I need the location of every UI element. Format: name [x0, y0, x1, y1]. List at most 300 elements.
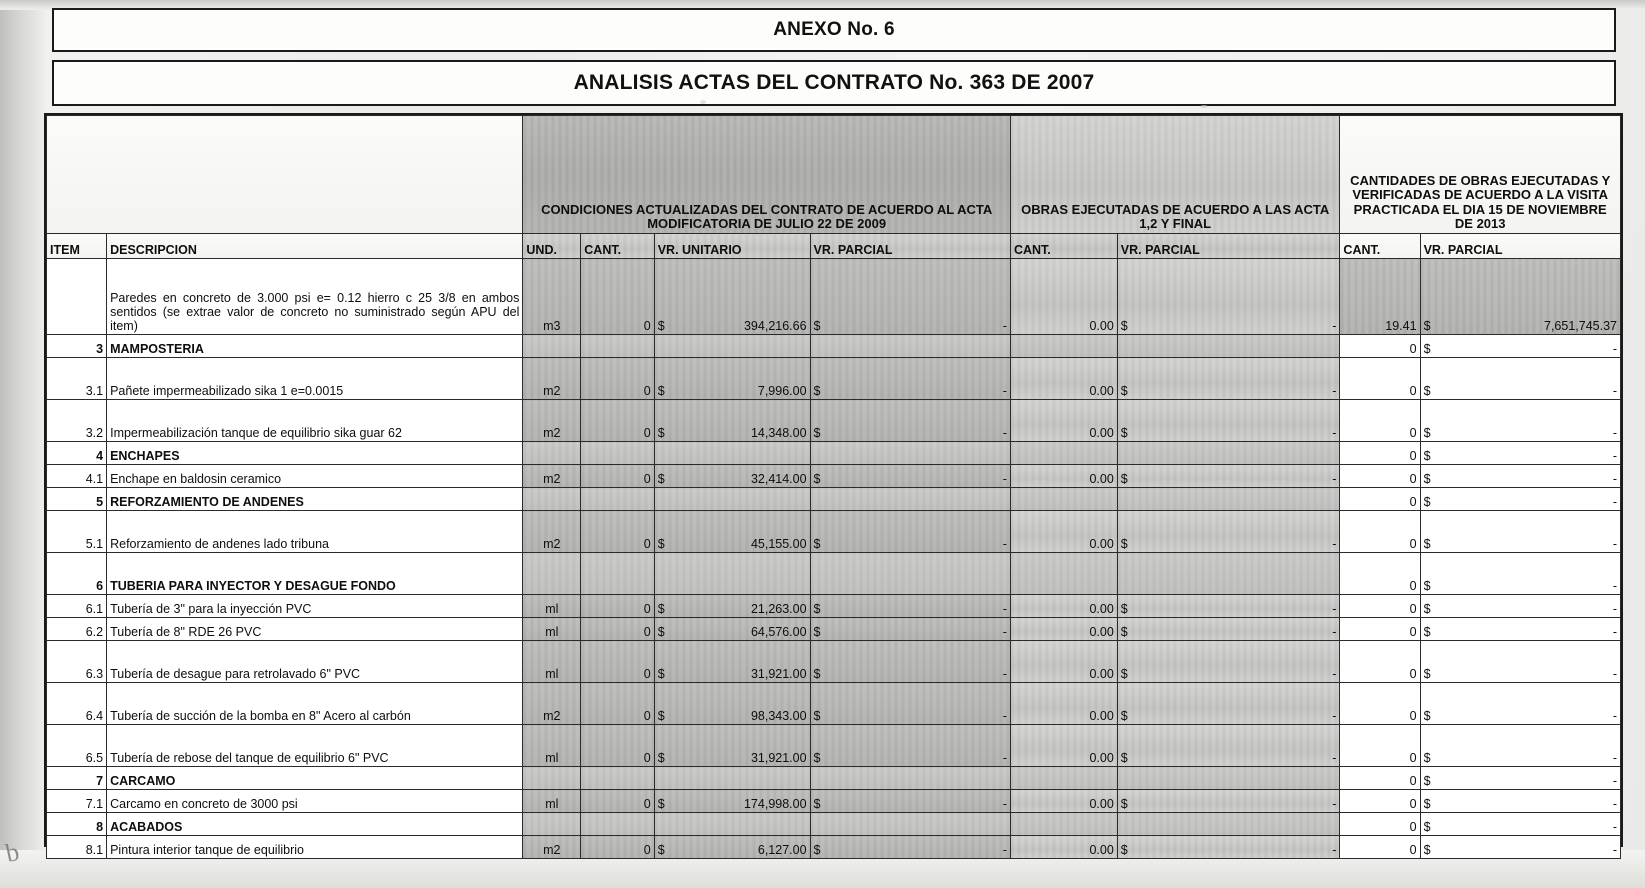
cell-descripcion: REFORZAMIENTO DE ANDENES — [107, 488, 523, 511]
cell-und: m3 — [523, 259, 581, 335]
currency-symbol: $ — [813, 426, 821, 440]
cell-descripcion: Tubería de 8" RDE 26 PVC — [107, 618, 523, 641]
cell-vr-parcial-verificada-value: - — [1612, 384, 1617, 398]
cell-vr-parcial-verificada — [1420, 790, 1620, 813]
annex-title-text: ANEXO No. 6 — [773, 19, 895, 40]
currency-symbol: $ — [657, 602, 665, 616]
cell-cant-contrato: 0 — [581, 358, 654, 400]
cell-und — [523, 488, 581, 511]
cell-vr-unitario — [654, 790, 810, 813]
currency-symbol: $ — [1423, 319, 1431, 333]
cell-vr-unitario-value: 32,414.00 — [750, 472, 807, 486]
cell-vr-unitario — [654, 442, 810, 465]
table-row — [47, 553, 1621, 595]
cell-und — [523, 767, 581, 790]
cell-descripcion: Paredes en concreto de 3.000 psi e= 0.12 hierro c 25 3/8 en ambos sentidos (se extrae valor de concreto no suministrado según APU del item) — [107, 259, 523, 335]
cell-vr-parcial-verificada-value: - — [1612, 449, 1617, 463]
cell-cant-verificada: 0 — [1340, 553, 1420, 595]
cell-vr-parcial-contrato — [810, 400, 1010, 442]
cell-und: m2 — [523, 511, 581, 553]
currency-symbol: $ — [1120, 625, 1128, 639]
cell-vr-parcial-ejecutada — [1117, 553, 1340, 595]
currency-symbol: $ — [813, 797, 821, 811]
cell-cant-ejecutada — [1010, 813, 1117, 836]
currency-symbol: $ — [1423, 472, 1431, 486]
cell-vr-parcial-verificada — [1420, 683, 1620, 725]
table-row — [47, 358, 1621, 400]
cell-vr-unitario — [654, 511, 810, 553]
currency-symbol: $ — [657, 537, 665, 551]
cell-vr-parcial-contrato-value: - — [1002, 625, 1007, 639]
cell-vr-unitario — [654, 488, 810, 511]
cell-cant-verificada: 0 — [1340, 511, 1420, 553]
cell-descripcion: Enchape en baldosin ceramico — [107, 465, 523, 488]
cell-cant-ejecutada — [1010, 488, 1117, 511]
cell-vr-parcial-ejecutada — [1117, 790, 1340, 813]
cell-cant-verificada: 0 — [1340, 767, 1420, 790]
cell-und — [523, 335, 581, 358]
cell-cant-contrato: 0 — [581, 511, 654, 553]
currency-symbol: $ — [657, 625, 665, 639]
cell-vr-parcial-contrato — [810, 813, 1010, 836]
cell-cant-ejecutada: 0.00 — [1010, 618, 1117, 641]
cell-vr-parcial-verificada-value: - — [1612, 472, 1617, 486]
cell-vr-parcial-contrato — [810, 641, 1010, 683]
currency-symbol: $ — [1423, 602, 1431, 616]
cell-vr-parcial-ejecutada-value: - — [1332, 319, 1337, 333]
table-row — [47, 813, 1621, 836]
cell-vr-parcial-ejecutada-value: - — [1332, 709, 1337, 723]
cell-vr-parcial-verificada-value: - — [1612, 797, 1617, 811]
column-header-item: ITEM — [47, 234, 107, 259]
cell-und: ml — [523, 595, 581, 618]
column-header-und: UND. — [523, 234, 581, 259]
currency-symbol: $ — [1423, 495, 1431, 509]
annex-title-banner — [52, 8, 1616, 52]
cell-vr-parcial-ejecutada — [1117, 335, 1340, 358]
cell-vr-parcial-verificada-value: - — [1612, 751, 1617, 765]
currency-symbol: $ — [1423, 384, 1431, 398]
cell-vr-parcial-contrato — [810, 595, 1010, 618]
cell-cant-ejecutada: 0.00 — [1010, 358, 1117, 400]
table-row — [47, 400, 1621, 442]
cell-vr-parcial-verificada — [1420, 641, 1620, 683]
cell-vr-parcial-contrato — [810, 511, 1010, 553]
cell-cant-verificada: 0 — [1340, 836, 1420, 859]
cell-vr-parcial-ejecutada-value: - — [1332, 602, 1337, 616]
cell-cant-contrato: 0 — [581, 465, 654, 488]
currency-symbol: $ — [657, 751, 665, 765]
cell-cant-ejecutada — [1010, 442, 1117, 465]
cell-vr-parcial-verificada-value: - — [1612, 820, 1617, 834]
cell-descripcion: Reforzamiento de andenes lado tribuna — [107, 511, 523, 553]
cell-vr-parcial-ejecutada-value: - — [1332, 384, 1337, 398]
currency-symbol: $ — [657, 472, 665, 486]
cell-item: 3.2 — [47, 400, 107, 442]
group-header-row — [47, 116, 1621, 234]
currency-symbol: $ — [813, 843, 821, 857]
currency-symbol: $ — [813, 751, 821, 765]
cell-cant-contrato: 0 — [581, 400, 654, 442]
column-header-cant-2: CANT. — [1010, 234, 1117, 259]
cell-vr-parcial-ejecutada — [1117, 836, 1340, 859]
cell-vr-parcial-verificada-value: - — [1612, 667, 1617, 681]
cell-vr-parcial-verificada-value: - — [1612, 579, 1617, 593]
cell-vr-parcial-contrato-value: - — [1002, 426, 1007, 440]
cell-vr-parcial-verificada-value: - — [1612, 774, 1617, 788]
currency-symbol: $ — [1423, 579, 1431, 593]
cell-cant-ejecutada: 0.00 — [1010, 725, 1117, 767]
table-row — [47, 595, 1621, 618]
cell-descripcion: Pañete impermeabilizado sika 1 e=0.0015 — [107, 358, 523, 400]
cell-vr-unitario — [654, 465, 810, 488]
cell-vr-parcial-contrato-value: - — [1002, 751, 1007, 765]
cell-item: 5 — [47, 488, 107, 511]
cell-und: m2 — [523, 465, 581, 488]
currency-symbol: $ — [1423, 709, 1431, 723]
cell-cant-ejecutada: 0.00 — [1010, 400, 1117, 442]
cell-vr-parcial-verificada — [1420, 358, 1620, 400]
currency-symbol: $ — [813, 472, 821, 486]
currency-symbol: $ — [1423, 774, 1431, 788]
cell-vr-parcial-contrato — [810, 725, 1010, 767]
currency-symbol: $ — [1423, 537, 1431, 551]
cell-descripcion: MAMPOSTERIA — [107, 335, 523, 358]
cell-vr-parcial-contrato-value: - — [1002, 319, 1007, 333]
cell-vr-unitario-value: 174,998.00 — [743, 797, 807, 811]
cell-item: 6.4 — [47, 683, 107, 725]
cell-vr-parcial-verificada-value: - — [1612, 602, 1617, 616]
table-row — [47, 641, 1621, 683]
currency-symbol: $ — [1423, 751, 1431, 765]
cell-cant-contrato — [581, 813, 654, 836]
cell-cant-contrato — [581, 442, 654, 465]
group-header-obras-verificadas: CANTIDADES DE OBRAS EJECUTADAS Y VERIFICADAS DE ACUERDO A LA VISITA PRACTICADA EL DIA 15 DE NOVIEMBRE DE 2013 — [1340, 116, 1621, 234]
currency-symbol: $ — [1120, 384, 1128, 398]
cell-vr-parcial-verificada-value: - — [1612, 709, 1617, 723]
cell-cant-verificada: 0 — [1340, 442, 1420, 465]
cell-vr-unitario — [654, 767, 810, 790]
currency-symbol: $ — [657, 426, 665, 440]
cell-cant-ejecutada: 0.00 — [1010, 465, 1117, 488]
cell-item: 4 — [47, 442, 107, 465]
cell-vr-unitario — [654, 259, 810, 335]
cell-item: 7.1 — [47, 790, 107, 813]
cell-und: ml — [523, 725, 581, 767]
cell-descripcion: TUBERIA PARA INYECTOR Y DESAGUE FONDO — [107, 553, 523, 595]
cell-vr-parcial-verificada-value: - — [1612, 426, 1617, 440]
cell-vr-parcial-contrato-value: - — [1002, 667, 1007, 681]
currency-symbol: $ — [813, 384, 821, 398]
cell-vr-parcial-contrato — [810, 335, 1010, 358]
cell-vr-parcial-ejecutada — [1117, 767, 1340, 790]
cell-vr-parcial-ejecutada — [1117, 683, 1340, 725]
cell-descripcion: ENCHAPES — [107, 442, 523, 465]
cell-vr-parcial-contrato — [810, 683, 1010, 725]
cell-item: 6 — [47, 553, 107, 595]
cell-vr-unitario-value: 21,263.00 — [750, 602, 807, 616]
currency-symbol: $ — [1423, 667, 1431, 681]
cell-vr-parcial-contrato — [810, 358, 1010, 400]
cell-vr-parcial-contrato — [810, 465, 1010, 488]
currency-symbol: $ — [1120, 319, 1128, 333]
cell-cant-verificada: 0 — [1340, 595, 1420, 618]
column-header-cant-3: CANT. — [1340, 234, 1420, 259]
cell-vr-unitario-value: 7,996.00 — [757, 384, 807, 398]
table-row — [47, 511, 1621, 553]
cell-cant-ejecutada: 0.00 — [1010, 836, 1117, 859]
cell-vr-parcial-contrato — [810, 442, 1010, 465]
cell-vr-unitario-value: 394,216.66 — [743, 319, 807, 333]
cell-item: 7 — [47, 767, 107, 790]
currency-symbol: $ — [1120, 537, 1128, 551]
cell-vr-parcial-ejecutada — [1117, 813, 1340, 836]
cell-und: m2 — [523, 400, 581, 442]
currency-symbol: $ — [1423, 797, 1431, 811]
cell-cant-verificada: 0 — [1340, 790, 1420, 813]
cell-vr-parcial-ejecutada — [1117, 259, 1340, 335]
cell-vr-parcial-contrato-value: - — [1002, 537, 1007, 551]
cell-vr-unitario — [654, 335, 810, 358]
column-header-cant-1: CANT. — [581, 234, 654, 259]
cell-cant-contrato: 0 — [581, 836, 654, 859]
cell-descripcion: Tubería de rebose del tanque de equilibrio 6" PVC — [107, 725, 523, 767]
cell-vr-parcial-contrato-value: - — [1002, 709, 1007, 723]
cell-item: 8 — [47, 813, 107, 836]
cell-vr-parcial-contrato — [810, 767, 1010, 790]
cell-vr-unitario — [654, 553, 810, 595]
cell-vr-parcial-ejecutada-value: - — [1332, 751, 1337, 765]
cell-item: 4.1 — [47, 465, 107, 488]
currency-symbol: $ — [813, 625, 821, 639]
cell-item: 6.1 — [47, 595, 107, 618]
cell-vr-parcial-verificada — [1420, 511, 1620, 553]
cell-vr-unitario — [654, 683, 810, 725]
currency-symbol: $ — [657, 797, 665, 811]
cell-vr-parcial-verificada-value: - — [1612, 625, 1617, 639]
cell-und — [523, 813, 581, 836]
currency-symbol: $ — [813, 709, 821, 723]
currency-symbol: $ — [813, 537, 821, 551]
cell-cant-ejecutada — [1010, 335, 1117, 358]
column-header-vr-unitario: VR. UNITARIO — [654, 234, 810, 259]
cell-cant-contrato — [581, 553, 654, 595]
document-title-banner — [52, 60, 1616, 106]
currency-symbol: $ — [1120, 843, 1128, 857]
cell-descripcion: ACABADOS — [107, 813, 523, 836]
scan-edge-left — [0, 0, 46, 888]
cell-vr-parcial-contrato — [810, 488, 1010, 511]
currency-symbol: $ — [1423, 426, 1431, 440]
cell-cant-ejecutada: 0.00 — [1010, 683, 1117, 725]
cell-cant-contrato — [581, 488, 654, 511]
cell-cant-ejecutada: 0.00 — [1010, 595, 1117, 618]
cell-vr-parcial-contrato — [810, 259, 1010, 335]
cell-cant-verificada: 0 — [1340, 813, 1420, 836]
cell-vr-parcial-verificada — [1420, 259, 1620, 335]
cell-vr-parcial-contrato-value: - — [1002, 384, 1007, 398]
table-row — [47, 618, 1621, 641]
cell-cant-ejecutada: 0.00 — [1010, 511, 1117, 553]
cell-cant-verificada: 19.41 — [1340, 259, 1420, 335]
cell-vr-parcial-ejecutada-value: - — [1332, 843, 1337, 857]
currency-symbol: $ — [1120, 602, 1128, 616]
cell-vr-parcial-contrato-value: - — [1002, 797, 1007, 811]
cell-vr-unitario — [654, 641, 810, 683]
cell-vr-parcial-ejecutada — [1117, 358, 1340, 400]
cell-cant-verificada: 0 — [1340, 400, 1420, 442]
table-row — [47, 790, 1621, 813]
currency-symbol: $ — [1120, 797, 1128, 811]
cell-descripcion: Carcamo en concreto de 3000 psi — [107, 790, 523, 813]
cell-vr-parcial-contrato — [810, 618, 1010, 641]
cell-vr-parcial-verificada — [1420, 595, 1620, 618]
table-row — [47, 767, 1621, 790]
cell-vr-parcial-contrato — [810, 553, 1010, 595]
cell-und: m2 — [523, 683, 581, 725]
cell-vr-parcial-ejecutada-value: - — [1332, 625, 1337, 639]
cell-cant-contrato: 0 — [581, 790, 654, 813]
cell-vr-parcial-verificada-value: - — [1612, 495, 1617, 509]
table-row — [47, 335, 1621, 358]
cell-vr-parcial-ejecutada-value: - — [1332, 537, 1337, 551]
cell-vr-parcial-ejecutada-value: - — [1332, 797, 1337, 811]
cell-item: 6.2 — [47, 618, 107, 641]
currency-symbol: $ — [657, 667, 665, 681]
cell-cant-contrato: 0 — [581, 641, 654, 683]
cell-vr-parcial-verificada-value: 7,651,745.37 — [1544, 319, 1617, 333]
cell-cant-ejecutada — [1010, 767, 1117, 790]
cell-vr-parcial-verificada — [1420, 553, 1620, 595]
cell-vr-parcial-ejecutada — [1117, 442, 1340, 465]
table-row — [47, 488, 1621, 511]
cell-und: ml — [523, 618, 581, 641]
cell-vr-unitario-value: 14,348.00 — [750, 426, 807, 440]
cell-vr-parcial-verificada-value: - — [1612, 843, 1617, 857]
currency-symbol: $ — [1423, 342, 1431, 356]
cell-vr-parcial-ejecutada — [1117, 725, 1340, 767]
currency-symbol: $ — [1423, 843, 1431, 857]
currency-symbol: $ — [1120, 472, 1128, 486]
currency-symbol: $ — [657, 319, 665, 333]
budget-table-container — [44, 113, 1623, 857]
cell-vr-parcial-verificada — [1420, 465, 1620, 488]
cell-descripcion: CARCAMO — [107, 767, 523, 790]
cell-und — [523, 442, 581, 465]
table-row — [47, 442, 1621, 465]
cell-vr-unitario — [654, 813, 810, 836]
cell-vr-parcial-ejecutada — [1117, 400, 1340, 442]
cell-cant-verificada: 0 — [1340, 465, 1420, 488]
cell-vr-parcial-verificada — [1420, 618, 1620, 641]
currency-symbol: $ — [657, 709, 665, 723]
cell-cant-verificada: 0 — [1340, 725, 1420, 767]
group-header-obras-ejecutadas: OBRAS EJECUTADAS DE ACUERDO A LAS ACTA 1,2 Y FINAL — [1010, 116, 1339, 234]
cell-vr-parcial-verificada — [1420, 836, 1620, 859]
cell-descripcion: Tubería de succión de la bomba en 8" Acero al carbón — [107, 683, 523, 725]
cell-cant-verificada: 0 — [1340, 335, 1420, 358]
cell-vr-parcial-contrato-value: - — [1002, 472, 1007, 486]
cell-vr-parcial-contrato — [810, 790, 1010, 813]
group-header-blank — [47, 116, 523, 234]
currency-symbol: $ — [1120, 426, 1128, 440]
cell-und — [523, 553, 581, 595]
cell-cant-contrato: 0 — [581, 725, 654, 767]
currency-symbol: $ — [1120, 751, 1128, 765]
cell-descripcion: Impermeabilización tanque de equilibrio sika guar 62 — [107, 400, 523, 442]
budget-table — [46, 115, 1621, 859]
column-header-row — [47, 234, 1621, 259]
cell-item: 5.1 — [47, 511, 107, 553]
cell-vr-unitario-value: 64,576.00 — [750, 625, 807, 639]
currency-symbol: $ — [1120, 709, 1128, 723]
cell-cant-contrato: 0 — [581, 595, 654, 618]
table-row — [47, 683, 1621, 725]
cell-item: 3.1 — [47, 358, 107, 400]
currency-symbol: $ — [657, 843, 665, 857]
cell-cant-contrato — [581, 767, 654, 790]
cell-cant-verificada: 0 — [1340, 488, 1420, 511]
cell-cant-verificada: 0 — [1340, 683, 1420, 725]
cell-cant-verificada: 0 — [1340, 358, 1420, 400]
cell-cant-verificada: 0 — [1340, 618, 1420, 641]
cell-vr-parcial-ejecutada — [1117, 488, 1340, 511]
currency-symbol: $ — [813, 602, 821, 616]
cell-vr-unitario-value: 31,921.00 — [750, 751, 807, 765]
table-row — [47, 259, 1621, 335]
cell-vr-parcial-verificada — [1420, 488, 1620, 511]
cell-vr-parcial-ejecutada — [1117, 595, 1340, 618]
cell-vr-unitario — [654, 358, 810, 400]
cell-vr-parcial-contrato-value: - — [1002, 843, 1007, 857]
cell-cant-contrato — [581, 335, 654, 358]
cell-descripcion: Tubería de desague para retrolavado 6" PVC — [107, 641, 523, 683]
cell-item: 3 — [47, 335, 107, 358]
cell-cant-verificada: 0 — [1340, 641, 1420, 683]
cell-cant-contrato: 0 — [581, 683, 654, 725]
cell-vr-parcial-ejecutada-value: - — [1332, 667, 1337, 681]
scan-speck — [1200, 105, 1208, 108]
cell-und: m2 — [523, 358, 581, 400]
cell-item: 8.1 — [47, 836, 107, 859]
cell-vr-parcial-ejecutada-value: - — [1332, 472, 1337, 486]
table-row — [47, 836, 1621, 859]
currency-symbol: $ — [1423, 625, 1431, 639]
cell-vr-parcial-ejecutada — [1117, 618, 1340, 641]
cell-vr-unitario — [654, 400, 810, 442]
cell-vr-unitario — [654, 595, 810, 618]
handwritten-pencil-mark: b — [3, 836, 22, 869]
currency-symbol: $ — [1423, 449, 1431, 463]
cell-vr-unitario — [654, 618, 810, 641]
cell-vr-parcial-ejecutada — [1117, 465, 1340, 488]
cell-vr-unitario — [654, 836, 810, 859]
cell-vr-parcial-verificada-value: - — [1612, 537, 1617, 551]
cell-vr-parcial-contrato — [810, 836, 1010, 859]
cell-vr-parcial-ejecutada — [1117, 511, 1340, 553]
scan-speck — [700, 100, 706, 104]
cell-vr-parcial-ejecutada — [1117, 641, 1340, 683]
cell-cant-ejecutada — [1010, 553, 1117, 595]
group-header-condiciones-actualizadas: CONDICIONES ACTUALIZADAS DEL CONTRATO DE ACUERDO AL ACTA MODIFICATORIA DE JULIO 22 DE 2009 — [523, 116, 1011, 234]
cell-vr-parcial-ejecutada-value: - — [1332, 426, 1337, 440]
currency-symbol: $ — [813, 667, 821, 681]
cell-und: m2 — [523, 836, 581, 859]
table-row — [47, 465, 1621, 488]
currency-symbol: $ — [813, 319, 821, 333]
column-header-vr-parcial-3: VR. PARCIAL — [1420, 234, 1620, 259]
table-body — [47, 259, 1621, 859]
